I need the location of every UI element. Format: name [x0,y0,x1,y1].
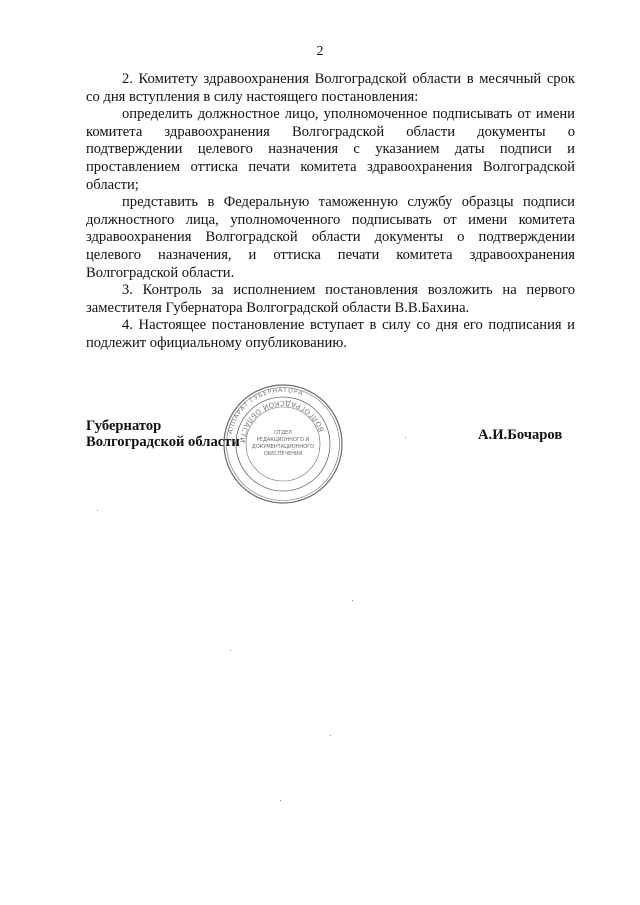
scan-speck [405,437,406,438]
scan-speck [330,735,331,736]
stamp-center-line-1: ОТДЕЛ [274,430,292,436]
official-seal-stamp [222,383,344,505]
page-number: 2 [316,44,324,59]
stamp-inner-ring-text: ВОЛГОГРАДСКОЙ ОБЛАСТИ [237,398,326,444]
paragraph-2-item-2: представить в Федеральную таможенную службу образцы подписи должностного лица, уполномоченного подписывать от имени комитета здравоохранения Волгоградской области документы о подтверждении целевого назначения, и оттиска печати комитета здравоохранения Волгоградской области. [86,194,575,281]
paragraph-2-item-1: определить должностное лицо, уполномоченное подписывать от имени комитета здравоохранения Волгоградской области документы о подтверждении целевого назначения с указанием даты подписи и проставлением оттиска печати комитета здравоохранения Волгоградской области; [86,106,575,193]
stamp-outer-ring-text: АППАРАТ ГУБЕРНАТОРА [226,386,305,435]
stamp-center-line-2: РЕДАКЦИОННОГО И [256,437,310,443]
scan-speck [352,600,353,601]
signatory-name: А.И.Бочаров [478,427,563,443]
scan-speck [97,510,98,511]
stamp-center-line-4: ОБЕСПЕЧЕНИЯ [263,451,303,457]
scan-speck [280,800,281,801]
stamp-center-line-3: ДОКУМЕНТАЦИОННОГО [251,444,315,450]
signatory-title-line1: Губернатор [86,418,162,434]
signatory-title-line2: Волгоградской области [86,434,240,450]
scan-speck [230,650,231,651]
paragraph-4: 4. Настоящее постановление вступает в силу со дня его подписания и подлежит официальному опубликованию. [86,317,575,351]
paragraph-3: 3. Контроль за исполнением постановления возложить на первого заместителя Губернатора Волгоградской области В.В.Бахина. [86,282,575,316]
paragraph-2: 2. Комитету здравоохранения Волгоградской области в месячный срок со дня вступления в силу настоящего постановления: [86,71,575,105]
